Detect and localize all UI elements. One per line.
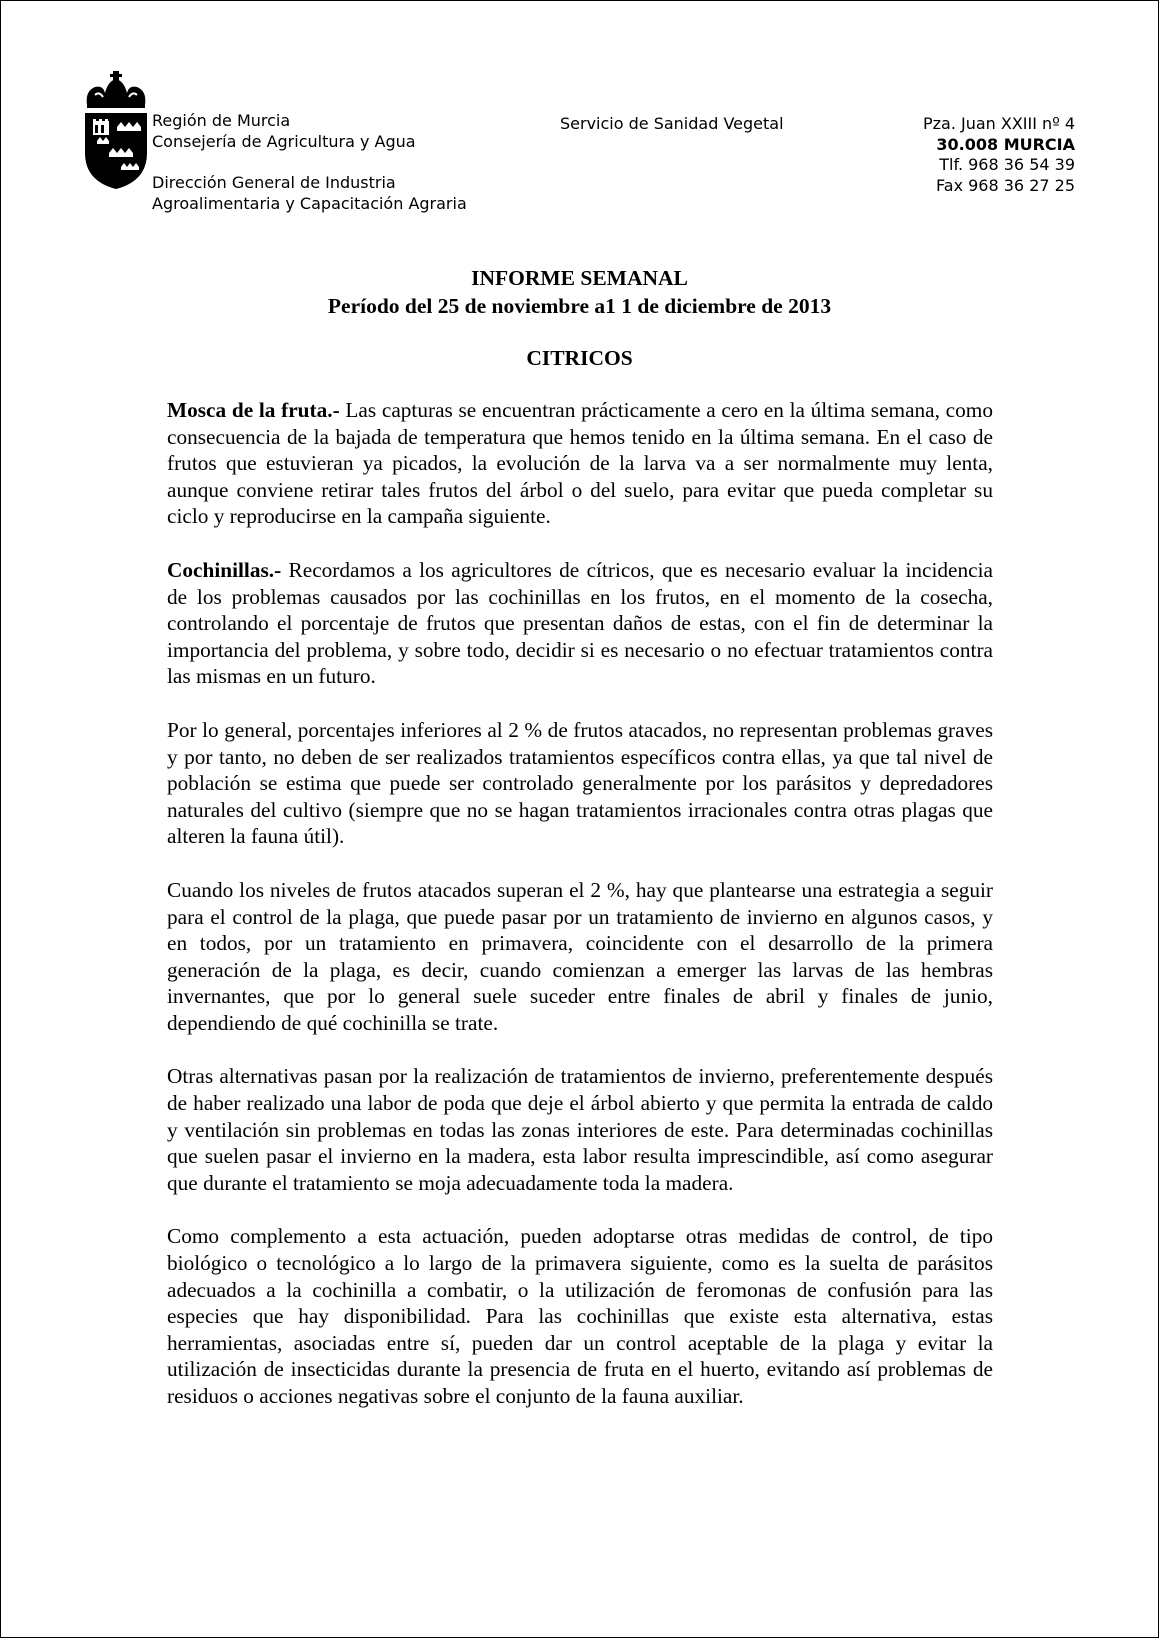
- address-block: [861, 114, 1075, 196]
- paragraph: [167, 1063, 993, 1196]
- org-line: Región de Murcia: [152, 111, 291, 130]
- paragraph: [167, 397, 993, 530]
- org-line: Consejería de Agricultura y Agua: [152, 131, 416, 151]
- paragraph-text: Otras alternativas pasan por la realización de tratamientos de invierno, preferentemente después de haber realizado una labor de poda que deje el árbol abierto y que permita la entrada de caldo y ventilación sin problemas en todas las zonas interiores de este. Para determinadas cochinillas que suelen pasar el invierno en la madera, esta labor resulta imprescindible, así como asegurar que durante el tratamiento se moja adecuadamente toda la madera.: [167, 1064, 993, 1195]
- fax-line: Fax 968 36 27 25: [936, 175, 1075, 195]
- report-period: Período del 25 de noviembre a1 1 de diciembre de 2013: [327, 294, 832, 318]
- service-name: Servicio de Sanidad Vegetal: [560, 114, 784, 133]
- paragraph-text: Como complemento a esta actuación, pueden adoptarse otras medidas de control, de tipo biológico o tecnológico a lo largo de la primavera siguiente, como es la suelta de parásitos adecuados a la cochinilla a combatir, o la utilización de feromonas de confusión para las especies que hay disponibilidad. Para las cochinillas que existe esta alternativa, estas herramientas, asociadas entre sí, pueden dar un control aceptable de la plaga y evitar la utilización de insecticidas durante la presencia de fruta en el huerto, evitando así problemas de residuos o acciones negativas sobre el conjunto de la fauna auxiliar.: [167, 1224, 993, 1408]
- section-heading: CITRICOS: [526, 346, 633, 370]
- paragraph-lead: Mosca de la fruta.-: [167, 398, 340, 422]
- dept-line: Agroalimentaria y Capacitación Agraria: [152, 193, 467, 213]
- paragraph: [167, 557, 993, 690]
- address-line: Pza. Juan XXIII nº 4: [922, 114, 1075, 133]
- paragraph-text: Por lo general, porcentajes inferiores al 2 % de frutos atacados, no representan problemas graves y por tanto, no deben de ser realizados tratamientos específicos contra ellas, ya que tal nivel de población se estima que puede ser controlado generalmente por los parásitos y depredadores naturales del cultivo (siempre que no se hagan tratamientos irracionales contra otras plagas que alteren la fauna útil).: [167, 717, 993, 849]
- phone-line: Tlf. 968 36 54 39: [939, 155, 1075, 174]
- paragraph: [167, 1223, 993, 1409]
- paragraph-text: Cuando los niveles de frutos atacados superan el 2 %, hay que plantearse una estrategia a seguir para el control de la plaga, que puede pasar por un tratamiento de invierno en algunos casos, y en todos, por un tratamiento en primavera, coincidente con el desarrollo de la primera generación de la plaga, es decir, cuando comienzan a emerger las larvas de las hembras invernantes, que por lo general suele suceder entre finales de abril y finales de junio, dependiendo de qué cochinilla se trate.: [167, 877, 993, 1035]
- address-city: 30.008 MURCIA: [936, 134, 1075, 154]
- paragraph-text: Recordamos a los agricultores de cítricos, que es necesario evaluar la incidencia de los problemas causados por las cochinillas en los frutos, en el momento de la cosecha, controlando el porcentaje de frutos que presentan daños de estas, con el fin de determinar la importancia del problema, y sobre todo, decidir si es necesario o no efectuar tratamientos contra las mismas en un futuro.: [167, 557, 993, 689]
- paragraph-text: Las capturas se encuentran prácticamente a cero en la última semana, como consecuencia de la bajada de temperatura que hemos tenido en la última semana. En el caso de frutos que estuvieran ya picados, la evolución de la larva va a ser normalmente muy lenta, aunque conviene retirar tales frutos del árbol o del suelo, para evitar que pueda completar su ciclo y reproducirse en la campaña siguiente.: [167, 398, 993, 529]
- report-body: [167, 397, 993, 1437]
- paragraph: [167, 717, 993, 850]
- organization-header: [152, 111, 467, 214]
- report-title: INFORME SEMANAL: [471, 266, 688, 290]
- dept-line: Dirección General de Industria: [152, 173, 396, 192]
- paragraph: [167, 877, 993, 1037]
- paragraph-lead: Cochinillas.-: [167, 557, 282, 582]
- region-crest-icon: [83, 69, 149, 193]
